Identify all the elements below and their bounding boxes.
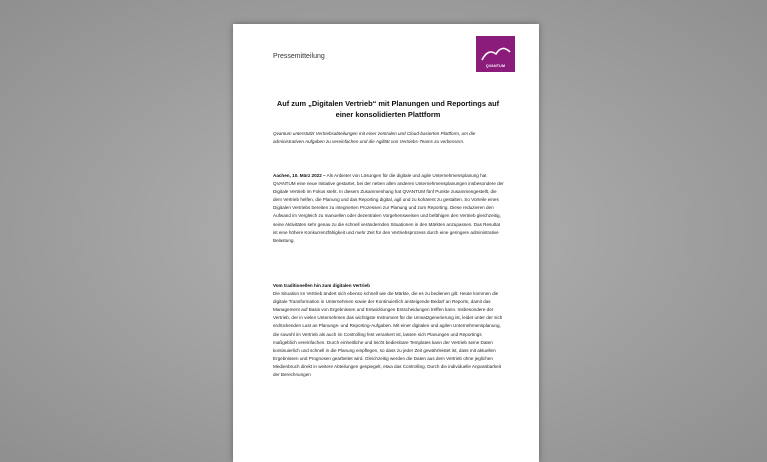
header-label: Pressemitteilung: [273, 53, 325, 60]
logo-text: QVANTUM: [485, 64, 506, 68]
document-title: [273, 98, 503, 120]
company-logo: [476, 36, 515, 72]
body-text: Als Anbieter von Lösungen für die digitale und agile Unternehmensplanung hat QVANTUM eine neue Initiative gestartet, bei der neben allen anderen Unternehmensplanungen insbesondere der Digitale Vertrieb im Fokus steht. In diesem Zusammenhang hat QVANTUM fünf Punkte zusammengestellt, die dem Vertrieb helfen, die Planung und das Reporting digital, agil und zu kohärent zu gestalten. So Vorteile eines Digitalen Vertriebs bereiten zu integrierten Prozessen zur Planung und zum Reporting. Diese reduzieren den Aufwand im Vergleich zu manuellen oder dezentralen Vorgehensweisen und befähigen den Vertrieb gleichzeitig, seine Aktivitäten sehr genau zu die schnell verändernden Situationen in den Märkten anzupassen. Das Resultat ist eine höhere Konkurrenzfähigkeit und mehr Zeit für den Vertriebsprozess durch eine geringere administrative Belastung.: [273, 173, 504, 243]
section-text: Die Situation im Vertrieb ändert sich ebenso schnell wie die Märkte, die es zu bedienen gilt. Heute kommen die digitale Transformation in Unternehmen sowie der Kontinuierlich ansteigende Bedarf an Reports, damit das Management auf Basis von Ergebnissen und Entwicklungen Entscheidungen treffen kann. Insbesondere der Vertrieb, der in vielen Unternehmen das wichtigste Instrument für die Umsatzgenerierung ist, leidet unter der sich erdrückenden Last an Planungs- und Reporting-Aufgaben. Mit einer digitalen und agilen Unternehmensplanung, die sowohl im Vertrieb als auch im Controlling fest verankert ist, lassen sich Planungen und Reportings maßgeblich vereinfachen. Durch einheitliche und leicht bedienbare Templates kann der Vertrieb seine Daten kontinuierlich und schnell in die Planung einpflegen, so dass zu jeder Zeit gewährleistet ist, dass mit aktuellen Ergebnissen und Prognosen gearbeitet wird. Gleichzeitig werden die Daten aus dem Vertrieb ohne jeglichen Medienbruch direkt in weitere Abteilungen gespiegelt, etwa das Controlling. Durch die individuelle Anpassbarkeit der Berechnungen: [273, 291, 503, 378]
lead-paragraph: Qvantum unterstützt Vertriebsabteilungen mit einer zentralen und Cloud-basierten Plattform, um die administrativen Aufgaben zu vereinfachen und die Agilität von Vertriebs-Teams zu verbessern.: [273, 131, 476, 144]
title-line-1: Auf zum „Digitalen Vertrieb“ mit Planungen und Reportings auf: [276, 99, 500, 108]
document-page: [233, 24, 539, 462]
title-line-2: einer konsolidierten Plattform: [335, 110, 441, 119]
section-heading: Vom traditionellen hin zum digitalen Vertrieb: [273, 283, 370, 288]
body-paragraph: [273, 172, 505, 245]
dateline: Aachen, 10. März 2022 –: [273, 173, 326, 178]
section: [273, 282, 505, 379]
